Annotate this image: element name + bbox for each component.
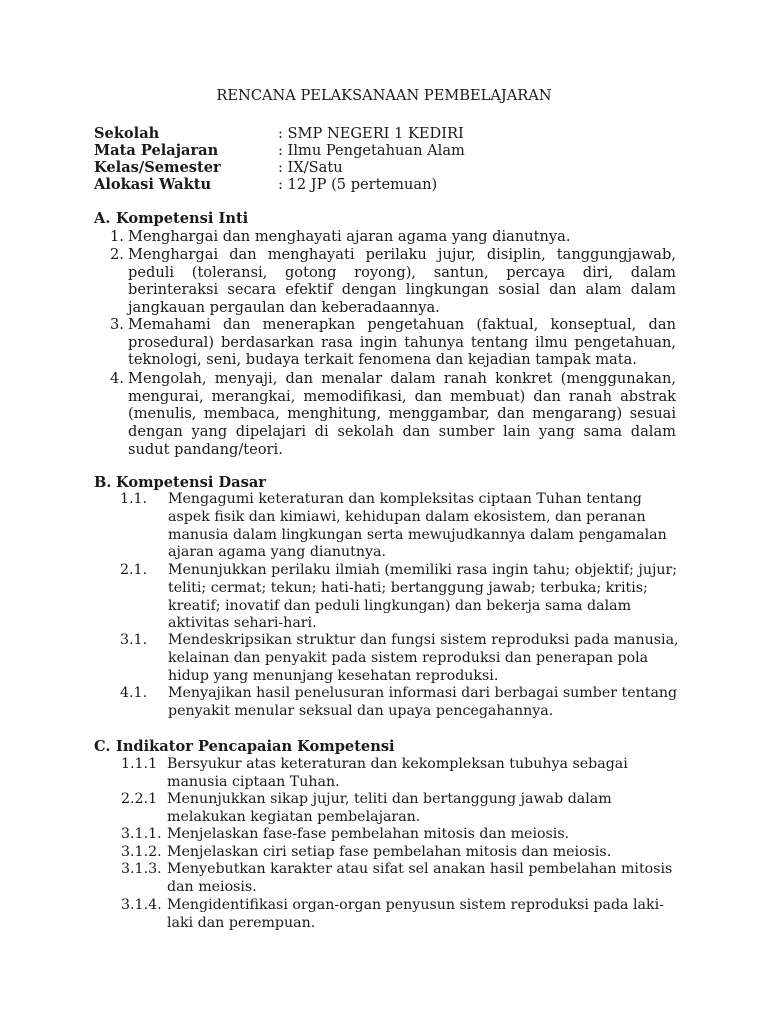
section-letter: C.: [94, 738, 111, 755]
list-text: Mendeskripsikan struktur dan fungsi sistem reproduksi pada manusia, kelainan dan penyakit pada sistem reproduksi dan penerapan pola hidup yang menunjang kesehatan reproduksi.: [168, 632, 679, 684]
list-text: Menunjukkan sikap jujur, teliti dan bertanggung jawab dalam melakukan kegiatan pembelajaran.: [167, 791, 612, 825]
list-item: [110, 246, 676, 317]
list-number: 2.2.1: [121, 791, 158, 807]
section-b-heading: [94, 474, 266, 492]
list-item: [120, 685, 680, 721]
list-number: 4.1.: [120, 685, 148, 701]
identity-row-class: [94, 159, 694, 177]
identity-label: Alokasi Waktu: [94, 176, 212, 193]
list-text: Mengagumi keteraturan dan kompleksitas ciptaan Tuhan tentang aspek fisik dan kimiawi, kehidupan dalam ekosistem, dan peranan manusia dalam lingkungan serta mewujudkannya dalam pengamalan ajaran agama yang dianutnya.: [168, 491, 667, 561]
list-item: [121, 861, 681, 897]
list-text: Bersyukur atas keteraturan dan kekompleksan tubuhya sebagai manusia ciptaan Tuhan.: [167, 756, 628, 790]
identity-value: : Ilmu Pengetahuan Alam: [278, 142, 465, 159]
section-title: Indikator Pencapaian Kompetensi: [116, 738, 395, 755]
section-title: Kompetensi Dasar: [116, 474, 266, 491]
list-number: 3.1.2.: [121, 844, 162, 860]
list-item: [120, 632, 680, 685]
section-c-heading: [94, 738, 395, 756]
list-text: Mengolah, menyaji, dan menalar dalam ranah konkret (menggunakan, mengurai, merangkai, memodifikasi, dan membuat) dan ranah abstrak (menulis, membaca, menghitung, menggambar, dan mengarang) sesuai dengan yang dipelajari di sekolah dan sumber lain yang sama dalam sudut pandang/teori.: [128, 370, 676, 458]
list-text: Menghargai dan menghayati perilaku jujur, disiplin, tanggungjawab, peduli (toleransi, gotong royong), santun, percaya diri, dalam berinteraksi secara efektif dengan lingkungan sosial dan alam dalam jangkauan pergaulan dan keberadaannya.: [128, 246, 676, 317]
document-title: RENCANA PELAKSANAAN PEMBELAJARAN: [216, 87, 552, 104]
list-number: 2.: [110, 246, 124, 263]
list-text: Menyebutkan karakter atau sifat sel anakan hasil pembelahan mitosis dan meiosis.: [167, 861, 673, 895]
list-number: 1.1.1: [121, 756, 158, 772]
identity-row-time: [94, 176, 694, 194]
list-text: Memahami dan menerapkan pengetahuan (faktual, konseptual, dan prosedural) berdasarkan rasa ingin tahunya tentang ilmu pengetahuan, teknologi, seni, budaya terkait fenomena dan kejadian tampak mata.: [128, 316, 676, 369]
list-number: 3.1.1.: [121, 826, 162, 842]
list-number: 1.1.: [120, 491, 148, 507]
list-number: 1.: [110, 228, 124, 245]
list-number: 3.1.4.: [121, 897, 162, 913]
list-number: 3.1.: [120, 632, 148, 648]
list-number: 3.: [110, 316, 124, 333]
list-item: [121, 826, 681, 844]
section-letter: A.: [94, 210, 111, 227]
identity-label: Kelas/Semester: [94, 159, 221, 176]
section-letter: B.: [94, 474, 112, 491]
list-text: Menghargai dan menghayati ajaran agama yang dianutnya.: [128, 228, 571, 245]
list-text: Menunjukkan perilaku ilmiah (memiliki rasa ingin tahu; objektif; jujur; teliti; cermat; tekun; hati-hati; bertanggung jawab; terbuka; kritis; kreatif; inovatif dan peduli lingkungan) dan bekerja sama dalam aktivitas sehari-hari.: [168, 562, 678, 632]
section-title: Kompetensi Inti: [116, 210, 249, 227]
identity-row-subject: [94, 142, 694, 160]
list-item: [120, 562, 680, 633]
list-number: 4.: [110, 370, 124, 387]
list-item: [110, 228, 676, 246]
list-text: Menjelaskan ciri setiap fase pembelahan mitosis dan meiosis.: [167, 844, 612, 860]
list-text: Menyajikan hasil penelusuran informasi dari berbagai sumber tentang penyakit menular seksual dan upaya pencegahannya.: [168, 685, 678, 719]
list-number: 3.1.3.: [121, 861, 162, 877]
list-item: [121, 791, 681, 827]
list-text: Menjelaskan fase-fase pembelahan mitosis dan meiosis.: [167, 826, 570, 842]
list-number: 2.1.: [120, 562, 148, 578]
identity-label: Mata Pelajaran: [94, 142, 219, 159]
identity-label: Sekolah: [94, 125, 160, 142]
identity-value: : 12 JP (5 pertemuan): [278, 176, 438, 193]
identity-row-school: [94, 125, 694, 143]
list-item: [121, 844, 681, 862]
list-item: [121, 756, 681, 792]
section-a-heading: [94, 210, 248, 228]
identity-value: : SMP NEGERI 1 KEDIRI: [278, 125, 464, 142]
list-item: [110, 370, 676, 459]
identity-value: : IX/Satu: [278, 159, 343, 176]
list-item: [110, 316, 676, 369]
list-text: Mengidentifikasi organ-organ penyusun sistem reproduksi pada laki-laki dan perempuan.: [167, 897, 664, 931]
list-item: [120, 491, 680, 562]
list-item: [121, 897, 681, 933]
